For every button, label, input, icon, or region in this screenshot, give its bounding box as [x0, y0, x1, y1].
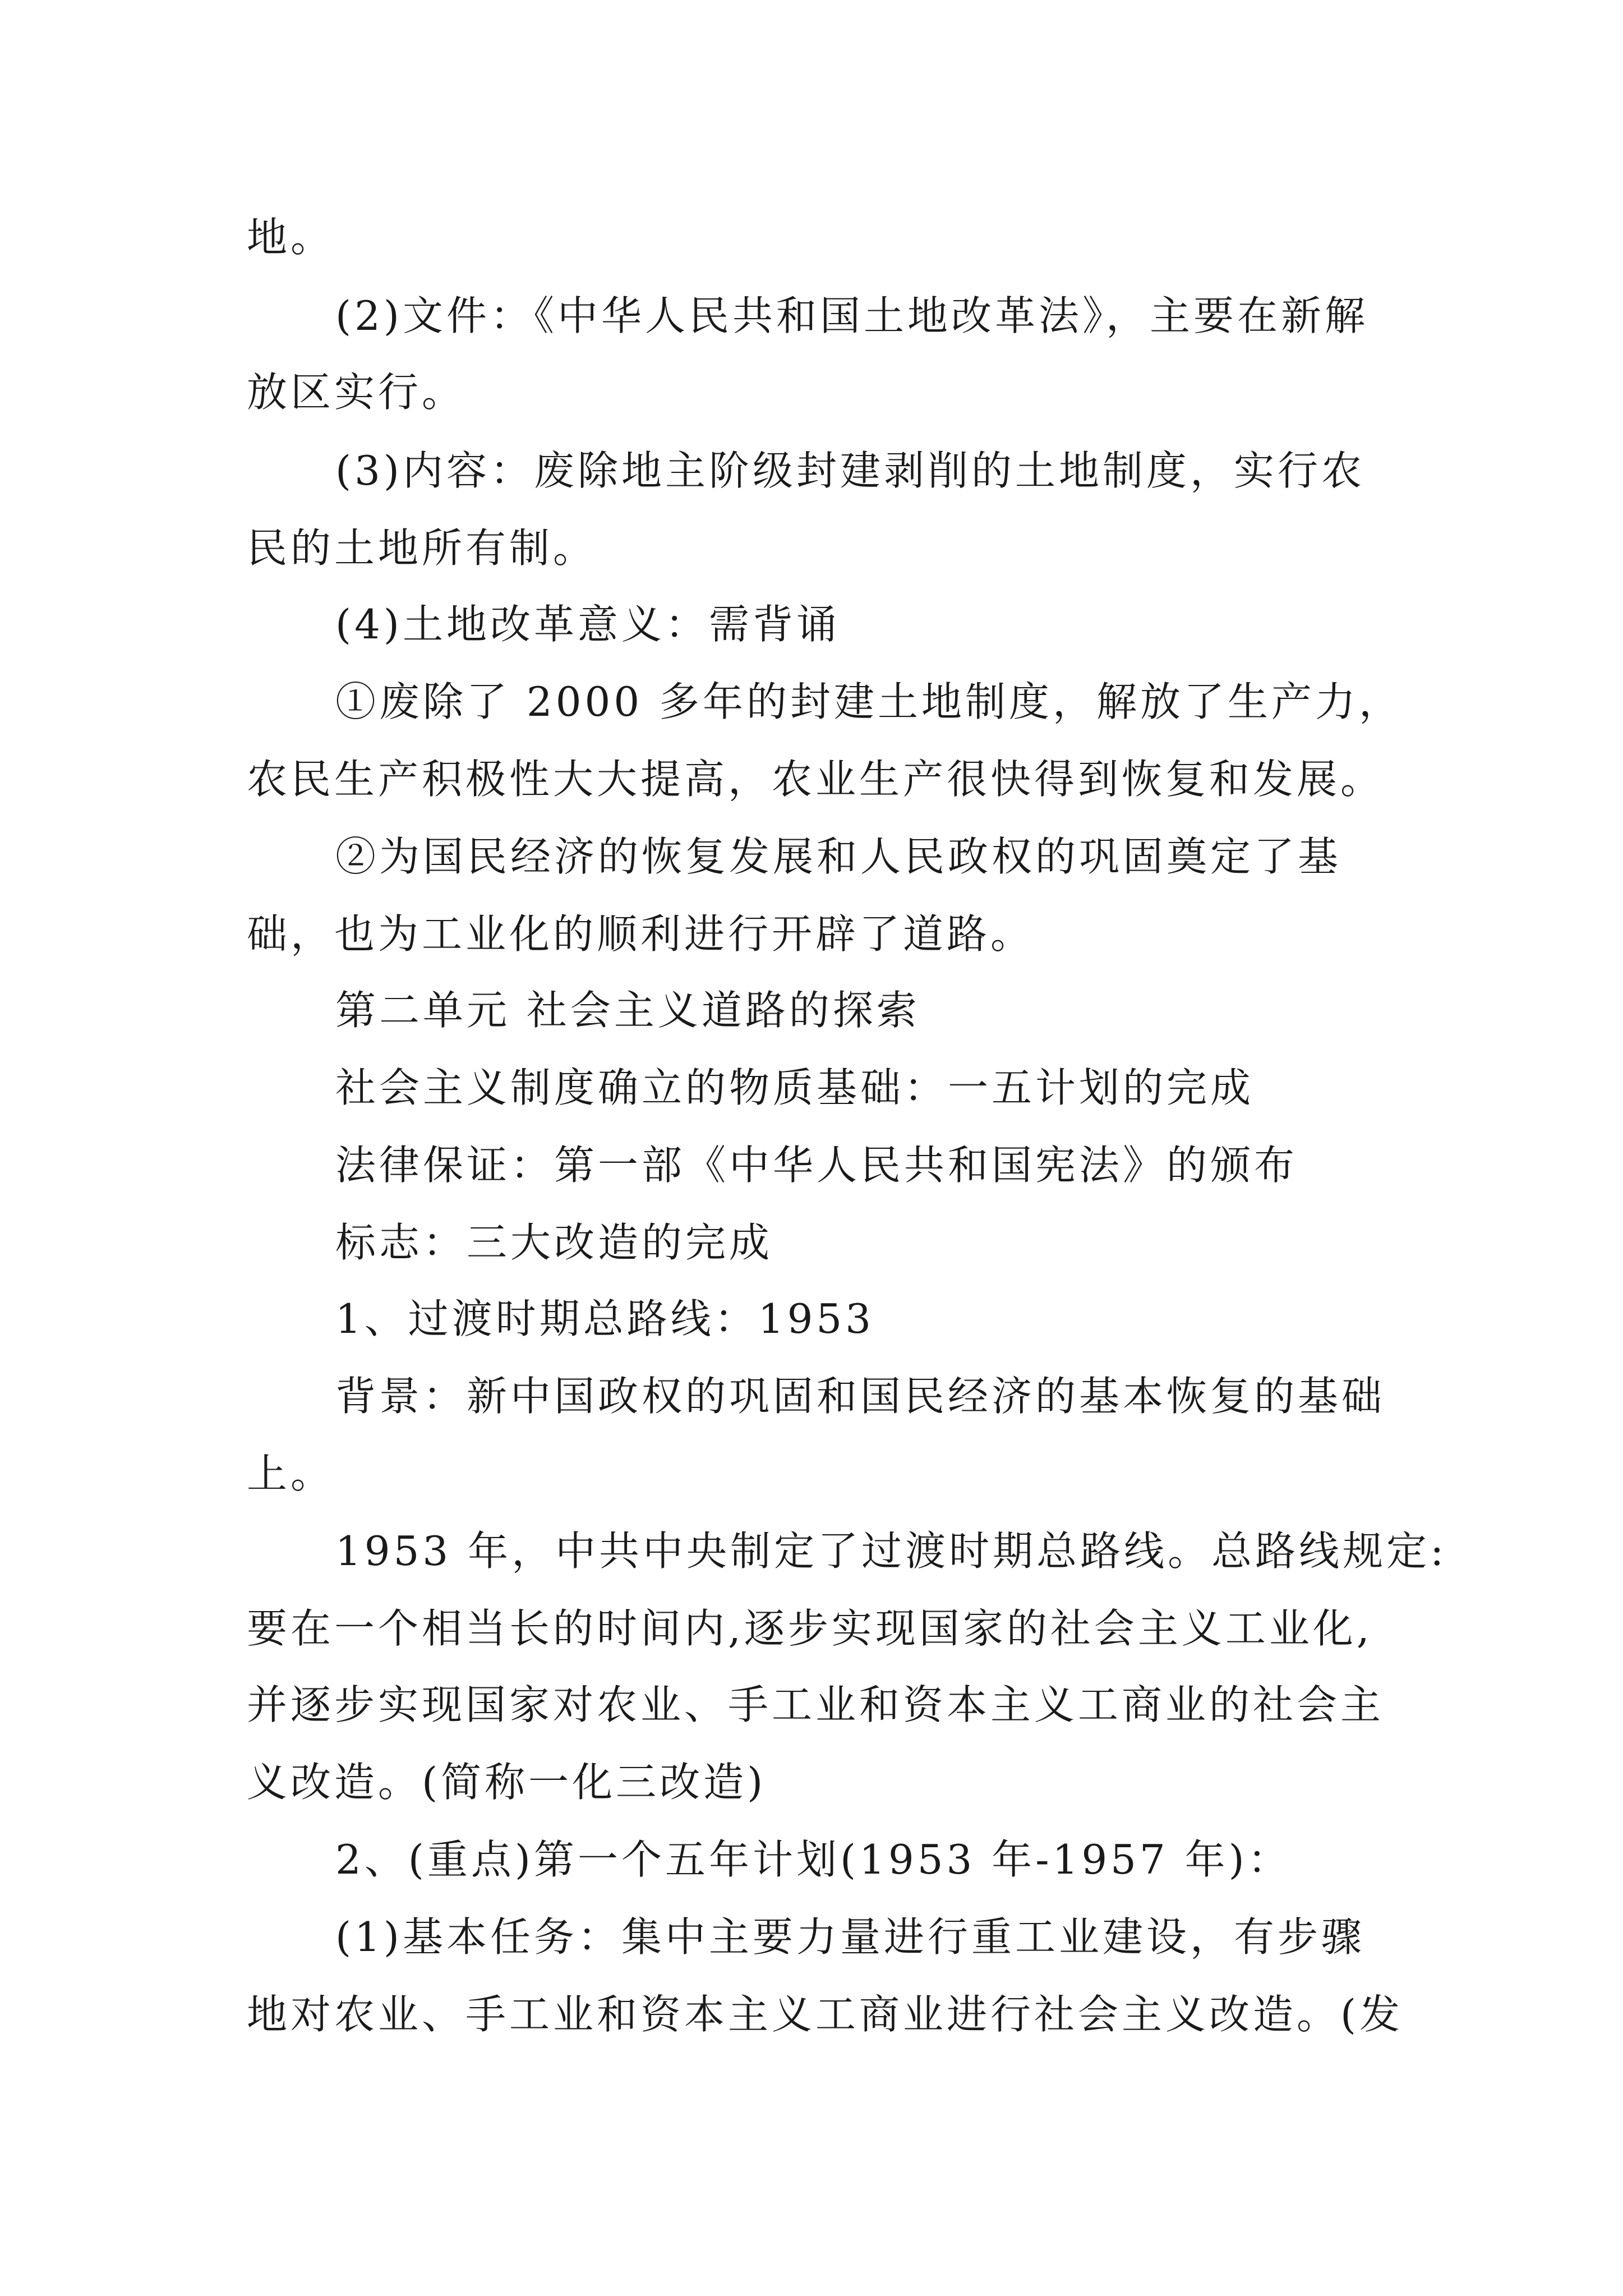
text-line: ②为国民经济的恢复发展和人民政权的巩固奠定了基	[335, 833, 1342, 880]
text-line: 义改造。(简称一化三改造)	[247, 1759, 767, 1806]
text-line: 要在一个相当长的时间内,逐步实现国家的社会主义工业化,	[247, 1605, 1373, 1652]
text-line: (3)内容：废除地主阶级封建剥削的土地制度，实行农	[335, 447, 1365, 494]
text-line: (2)文件：《中华人民共和国土地改革法》，主要在新解	[335, 292, 1368, 339]
text-line: 并逐步实现国家对农业、手工业和资本主义工商业的社会主	[247, 1681, 1385, 1728]
text-line: 地。	[247, 214, 335, 261]
text-line: 1、过渡时期总路线：1953	[335, 1295, 875, 1342]
text-line: 2、(重点)第一个五年计划(1953 年-1957 年)：	[335, 1836, 1292, 1883]
text-line: 农民生产积极性大大提高，农业生产很快得到恢复和发展。	[247, 756, 1385, 803]
section-heading: 第二单元 社会主义道路的探索	[335, 987, 920, 1034]
text-line: 社会主义制度确立的物质基础：一五计划的完成	[335, 1064, 1255, 1111]
text-line: (1)基本任务：集中主要力量进行重工业建设，有步骤	[335, 1913, 1365, 1961]
text-line: 上。	[247, 1450, 335, 1497]
text-line: 民的土地所有制。	[247, 524, 597, 572]
text-line: 放区实行。	[247, 369, 466, 416]
text-line: 地对农业、手工业和资本主义工商业进行社会主义改造。(发	[247, 1991, 1404, 2038]
text-line: 标志：三大改造的完成	[335, 1219, 773, 1266]
text-line: 背景：新中国政权的巩固和国民经济的基本恢复的基础	[335, 1373, 1386, 1420]
text-line: 法律保证：第一部《中华人民共和国宪法》的颁布	[335, 1142, 1298, 1189]
text-line: ①废除了 2000 多年的封建土地制度，解放了生产力，	[335, 678, 1403, 725]
text-line: 础，也为工业化的顺利进行开辟了道路。	[247, 910, 1035, 958]
text-line: 1953 年，中共中央制定了过渡时期总路线。总路线规定:	[335, 1527, 1447, 1575]
text-line: (4)土地改革意义：需背诵	[335, 601, 840, 648]
